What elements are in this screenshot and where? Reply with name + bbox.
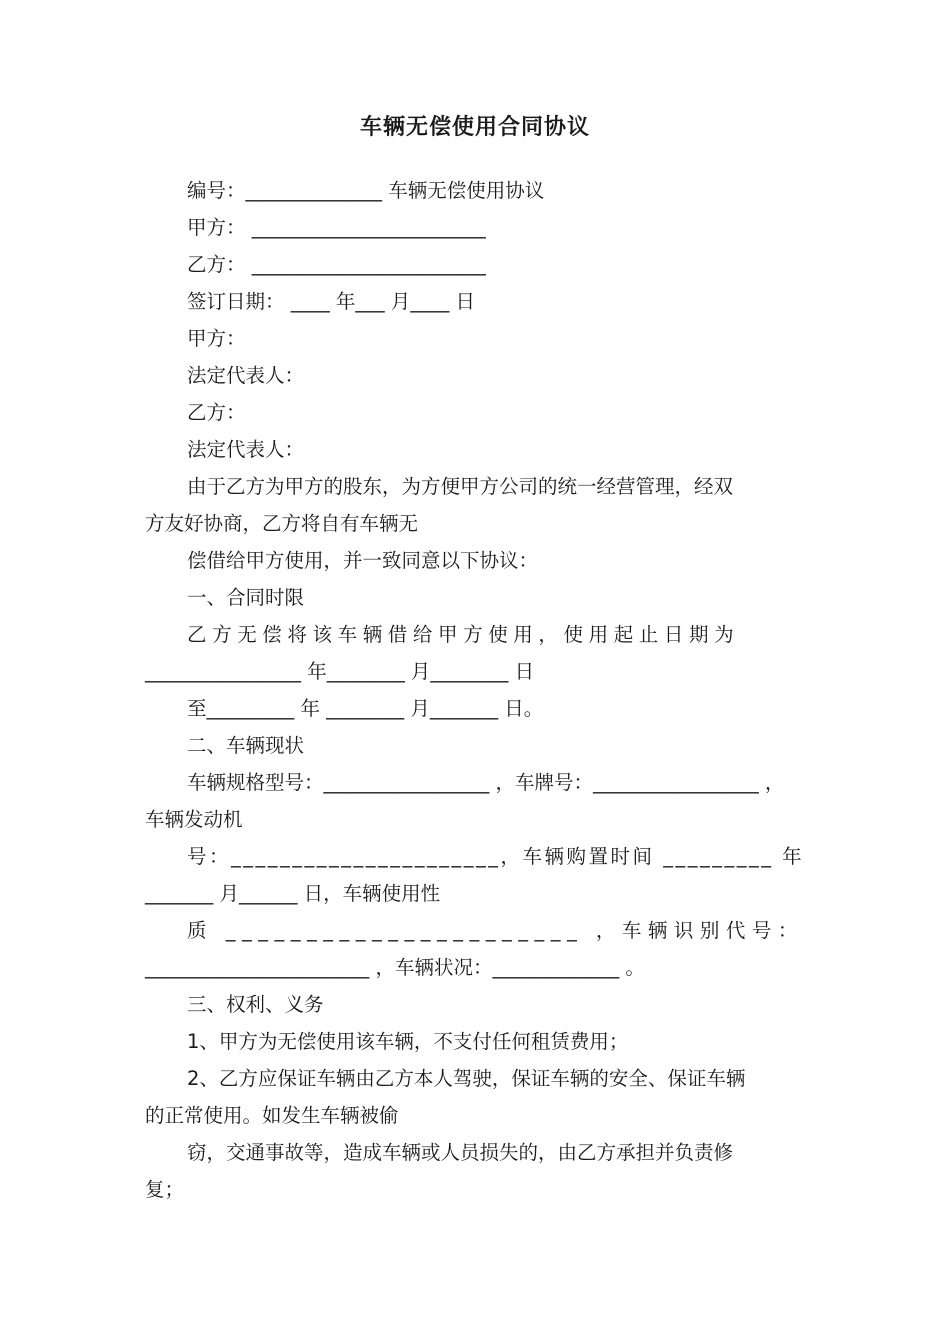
party-b-label: 乙方： — [187, 401, 246, 424]
sign-date-line: 签订日期： ____ 年___ 月____ 日 — [187, 290, 476, 313]
party-a-label: 甲方： — [187, 327, 246, 350]
party-a-representative: 法定代表人： — [187, 364, 305, 387]
vin-line: 质 ______________________ ，车辆识别代号： — [187, 919, 804, 942]
preamble-line-1: 由于乙方为甲方的股东，为方便甲方公司的统一经营管理，经双 — [187, 475, 734, 498]
section-2-heading: 二、车辆现状 — [187, 734, 305, 757]
section-1-heading: 一、合同时限 — [187, 586, 305, 609]
party-a-line: 甲方： ________________________ — [187, 216, 486, 239]
section-1-line-3: 至_________ 年 ________ 月_______ 日。 — [187, 697, 544, 720]
clause-2-line-2: 的正常使用。如发生车辆被偷 — [145, 1104, 399, 1127]
clause-2-line-4: 复； — [145, 1178, 185, 1201]
party-b-representative: 法定代表人： — [187, 438, 305, 461]
contract-number-line: 编号：______________ 车辆无偿使用协议 — [187, 179, 545, 202]
preamble-line-2: 方友好协商，乙方将自有车辆无 — [145, 512, 419, 535]
purchase-date-line: _______ 月______ 日，车辆使用性 — [145, 882, 441, 905]
vehicle-engine-line: 车辆发动机 — [145, 808, 243, 831]
section-1-line-2: ________________ 年________ 月________ 日 — [145, 660, 535, 683]
section-1-line-1: 乙方无偿将该车辆借给甲方使用，使用起止日期为 — [187, 623, 740, 646]
clause-2-line-1: 2、乙方应保证车辆由乙方本人驾驶，保证车辆的安全、保证车辆 — [187, 1067, 746, 1090]
party-b-line: 乙方： ________________________ — [187, 253, 486, 276]
engine-number-line: 号：______________________，车辆购置时间 _________ 年 — [187, 845, 805, 868]
section-3-heading: 三、权利、义务 — [187, 993, 324, 1016]
clause-1: 1、甲方为无偿使用该车辆，不支付任何租赁费用； — [187, 1030, 629, 1053]
clause-2-line-3: 窃，交通事故等，造成车辆或人员损失的，由乙方承担并负责修 — [187, 1141, 734, 1164]
document-title: 车辆无偿使用合同协议 — [359, 115, 590, 140]
vehicle-model-line: 车辆规格型号：_________________ ，车牌号：_________________ ， — [187, 771, 785, 794]
preamble-line-3: 偿借给甲方使用，并一致同意以下协议： — [187, 549, 539, 572]
vehicle-condition-line: _______________________ ，车辆状况：_____________ 。 — [145, 956, 645, 979]
